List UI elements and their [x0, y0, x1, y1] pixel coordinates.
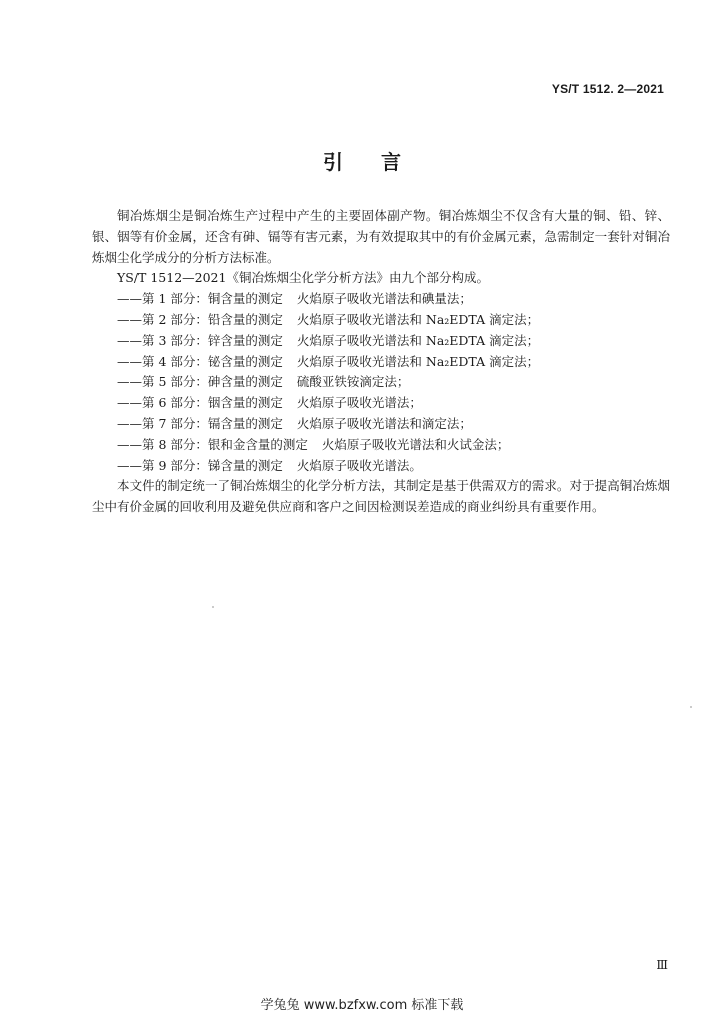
part-method: 火焰原子吸收光谱法和 Na₂EDTA 滴定法；	[296, 332, 540, 348]
part-name: ——第 4 部分：铋含量的测定	[117, 353, 283, 369]
part-name: ——第 3 部分：锌含量的测定	[117, 332, 283, 348]
closing-paragraph: 本文件的制定统一了铜冶炼烟尘的化学分析方法，其制定是基于供需双方的需求。对于提高铜冶炼烟尘中有价金属的回收利用及避免供应商和客户之间因检测误差造成的商业纠纷具有重要作用。	[92, 478, 670, 515]
part-name: ——第 2 部分：铅含量的测定	[117, 311, 283, 327]
part-method: 火焰原子吸收光谱法；	[296, 395, 422, 411]
part-method: 火焰原子吸收光谱法。	[296, 457, 422, 473]
part-method: 火焰原子吸收光谱法和 Na₂EDTA 滴定法；	[296, 311, 540, 327]
part-method: 火焰原子吸收光谱法和碘量法；	[296, 291, 472, 307]
part-name: ——第 5 部分：砷含量的测定	[117, 374, 283, 390]
list-item	[92, 393, 670, 414]
standard-number: YS/T 1512. 2—2021	[551, 82, 664, 96]
list-item	[92, 456, 670, 477]
list-item	[92, 352, 670, 373]
document-body	[92, 206, 670, 518]
page-title: 引言	[323, 150, 439, 174]
list-item	[92, 372, 670, 393]
scan-speck	[690, 706, 692, 708]
part-method: 火焰原子吸收光谱法和火试金法；	[321, 436, 510, 452]
structure-paragraph: YS/T 1512—2021《铜冶炼烟尘化学分析方法》由九个部分构成。	[117, 270, 489, 286]
page-number: Ⅲ	[656, 958, 668, 972]
part-name: ——第 6 部分：铟含量的测定	[117, 395, 283, 411]
part-name: ——第 8 部分：银和金含量的测定	[117, 436, 308, 452]
list-item	[92, 310, 670, 331]
list-item	[92, 435, 670, 456]
part-method: 火焰原子吸收光谱法和 Na₂EDTA 滴定法；	[296, 353, 540, 369]
part-method: 硫酸亚铁铵滴定法；	[296, 374, 410, 390]
part-name: ——第 1 部分：铜含量的测定	[117, 291, 283, 307]
part-method: 火焰原子吸收光谱法和滴定法；	[296, 415, 472, 431]
list-item	[92, 289, 670, 310]
footer-watermark: 学兔兔 www.bzfxw.com 标准下载	[260, 998, 464, 1013]
list-item	[92, 414, 670, 435]
part-name: ——第 7 部分：镉含量的测定	[117, 415, 283, 431]
list-item	[92, 331, 670, 352]
scan-speck	[212, 606, 214, 608]
part-name: ——第 9 部分：锑含量的测定	[117, 457, 283, 473]
intro-paragraph: 铜冶炼烟尘是铜冶炼生产过程中产生的主要固体副产物。铜冶炼烟尘不仅含有大量的铜、铅、锌、银、铟等有价金属，还含有砷、镉等有害元素，为有效提取其中的有价金属元素，急需制定一套针对铜冶炼烟尘化学成分的分析方法标准。	[92, 208, 670, 265]
parts-list	[92, 289, 670, 476]
